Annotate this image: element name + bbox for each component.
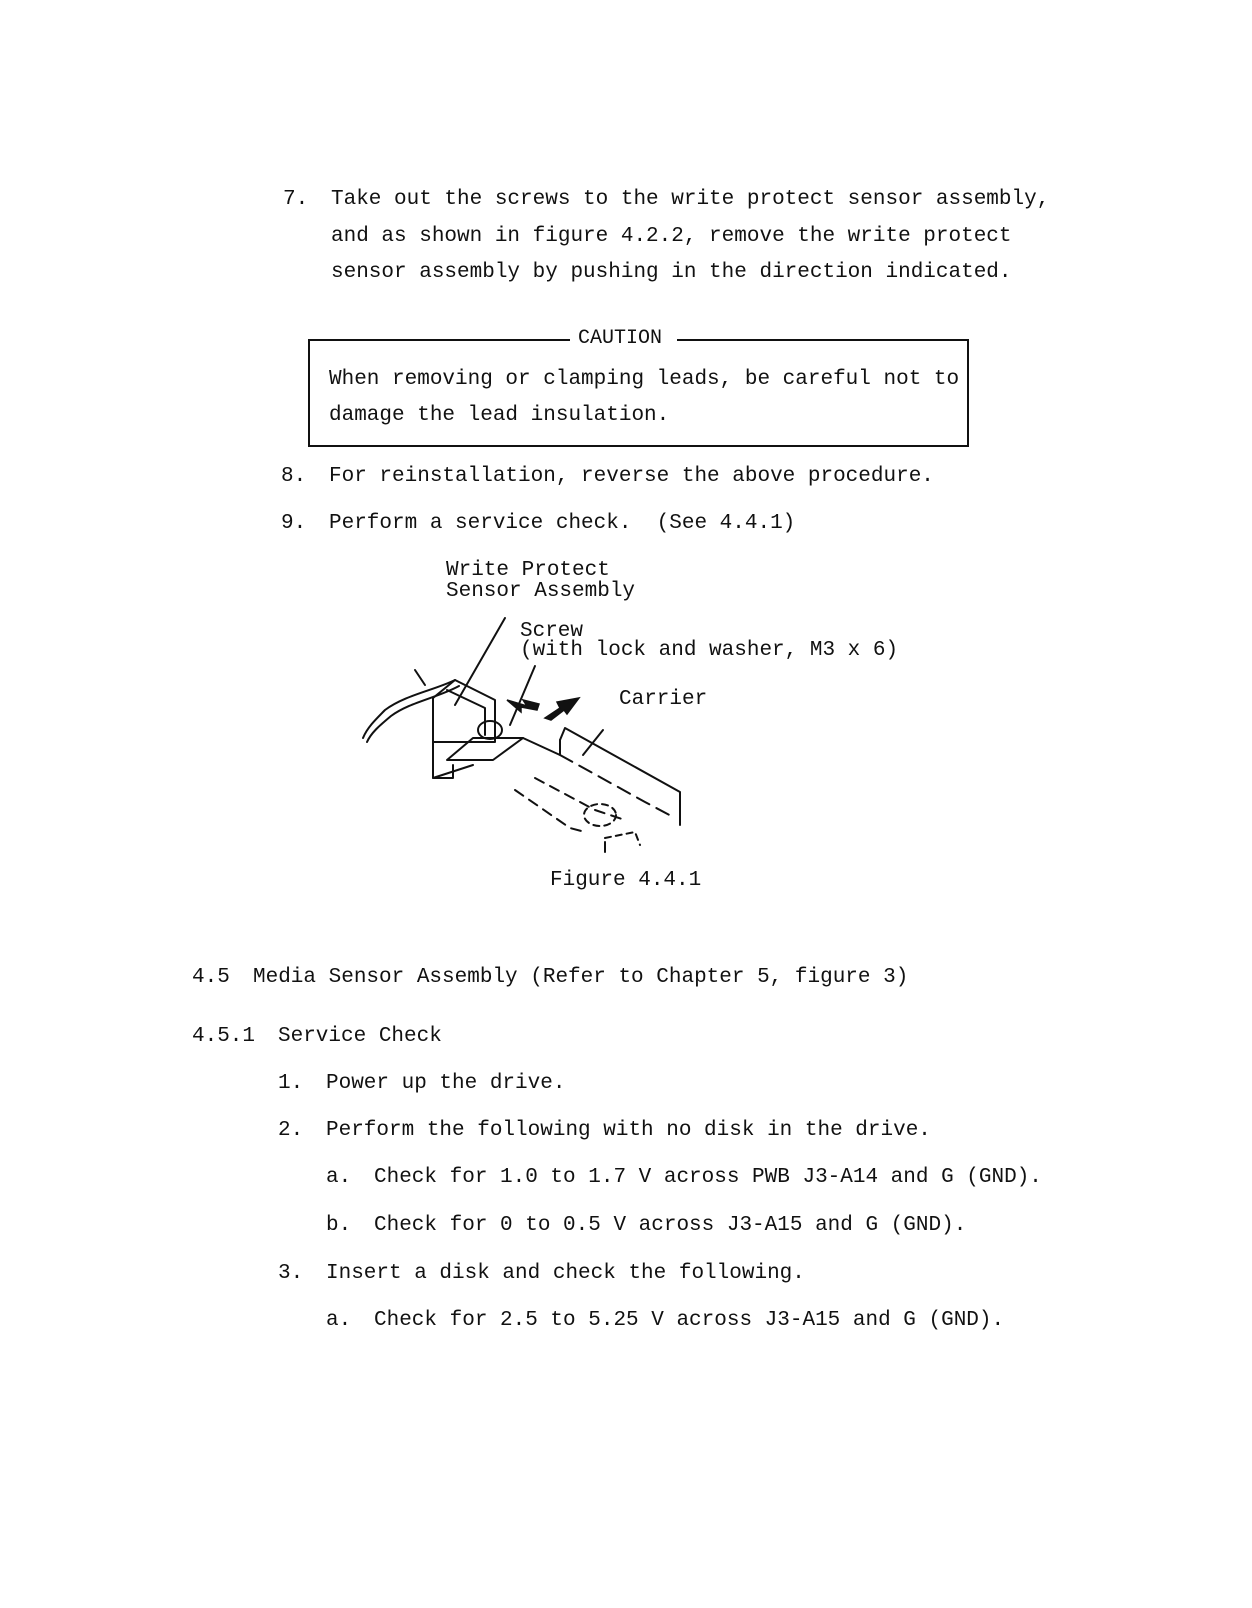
check-step-2a-text: Check for 1.0 to 1.7 V across PWB J3-A14 and G (GND). [374, 1166, 1042, 1189]
check-step-2a-letter: a. [326, 1166, 352, 1189]
check-step-3a-letter: a. [326, 1309, 352, 1332]
push-arrow-right [545, 698, 579, 720]
label-write-protect: Write Protect [446, 559, 610, 582]
check-step-3a-text: Check for 2.5 to 5.25 V across J3-A15 and G (GND). [374, 1309, 1005, 1332]
label-screw: Screw [520, 620, 584, 643]
sensor-assembly-drawing [355, 570, 915, 900]
check-step-2-text: Perform the following with no disk in the drive. [326, 1119, 931, 1142]
label-carrier: Carrier [619, 688, 708, 711]
direction-arrows [507, 698, 579, 720]
step-7-line-2: and as shown in figure 4.2.2, remove the write protect [331, 225, 1012, 248]
step-7-number: 7. [283, 188, 309, 211]
check-step-3-text: Insert a disk and check the following. [326, 1262, 805, 1285]
caution-line-1: When removing or clamping leads, be careful not to [329, 368, 960, 391]
caution-box [308, 339, 969, 447]
check-step-2b-text: Check for 0 to 0.5 V across J3-A15 and G (GND). [374, 1214, 967, 1237]
removed-part-outline-1 [515, 790, 585, 832]
label-sensor-assembly: Sensor Assembly [446, 580, 636, 603]
push-arrow-left [507, 700, 539, 712]
section-4-5-number: 4.5 [192, 966, 230, 989]
carrier-rail-hidden-edge [560, 755, 675, 818]
check-step-1-text: Power up the drive. [326, 1072, 566, 1095]
step-7-line-3: sensor assembly by pushing in the direction indicated. [331, 261, 1012, 284]
step-8-text: For reinstallation, reverse the above procedure. [329, 465, 934, 488]
step-7-line-1: Take out the screws to the write protect sensor assembly, [331, 188, 1050, 211]
check-step-2-number: 2. [278, 1119, 304, 1142]
section-4-5-title: Media Sensor Assembly (Refer to Chapter 5, figure 3) [253, 966, 909, 989]
step-9-number: 9. [281, 512, 307, 535]
section-4-5-1-number: 4.5.1 [192, 1025, 256, 1048]
sensor-block-inner [447, 690, 485, 735]
carrier-notch [523, 738, 560, 755]
label-screw-detail: (with lock and washer, M3 x 6) [520, 639, 899, 662]
caution-line-2: damage the lead insulation. [329, 404, 670, 427]
wire-tip [415, 670, 425, 685]
figure-4-4-1 [355, 559, 915, 900]
check-step-3-number: 3. [278, 1262, 304, 1285]
check-step-1-number: 1. [278, 1072, 304, 1095]
screw-head [478, 721, 502, 739]
step-8-number: 8. [281, 465, 307, 488]
caution-title: CAUTION [578, 327, 663, 350]
check-step-2b-letter: b. [326, 1214, 352, 1237]
removed-part-outline-3 [605, 832, 640, 845]
screw-leader-line [510, 666, 535, 725]
figure-caption: Figure 4.4.1 [550, 869, 702, 892]
section-4-5-1-title: Service Check [278, 1025, 442, 1048]
step-9-text: Perform a service check. (See 4.4.1) [329, 512, 796, 535]
